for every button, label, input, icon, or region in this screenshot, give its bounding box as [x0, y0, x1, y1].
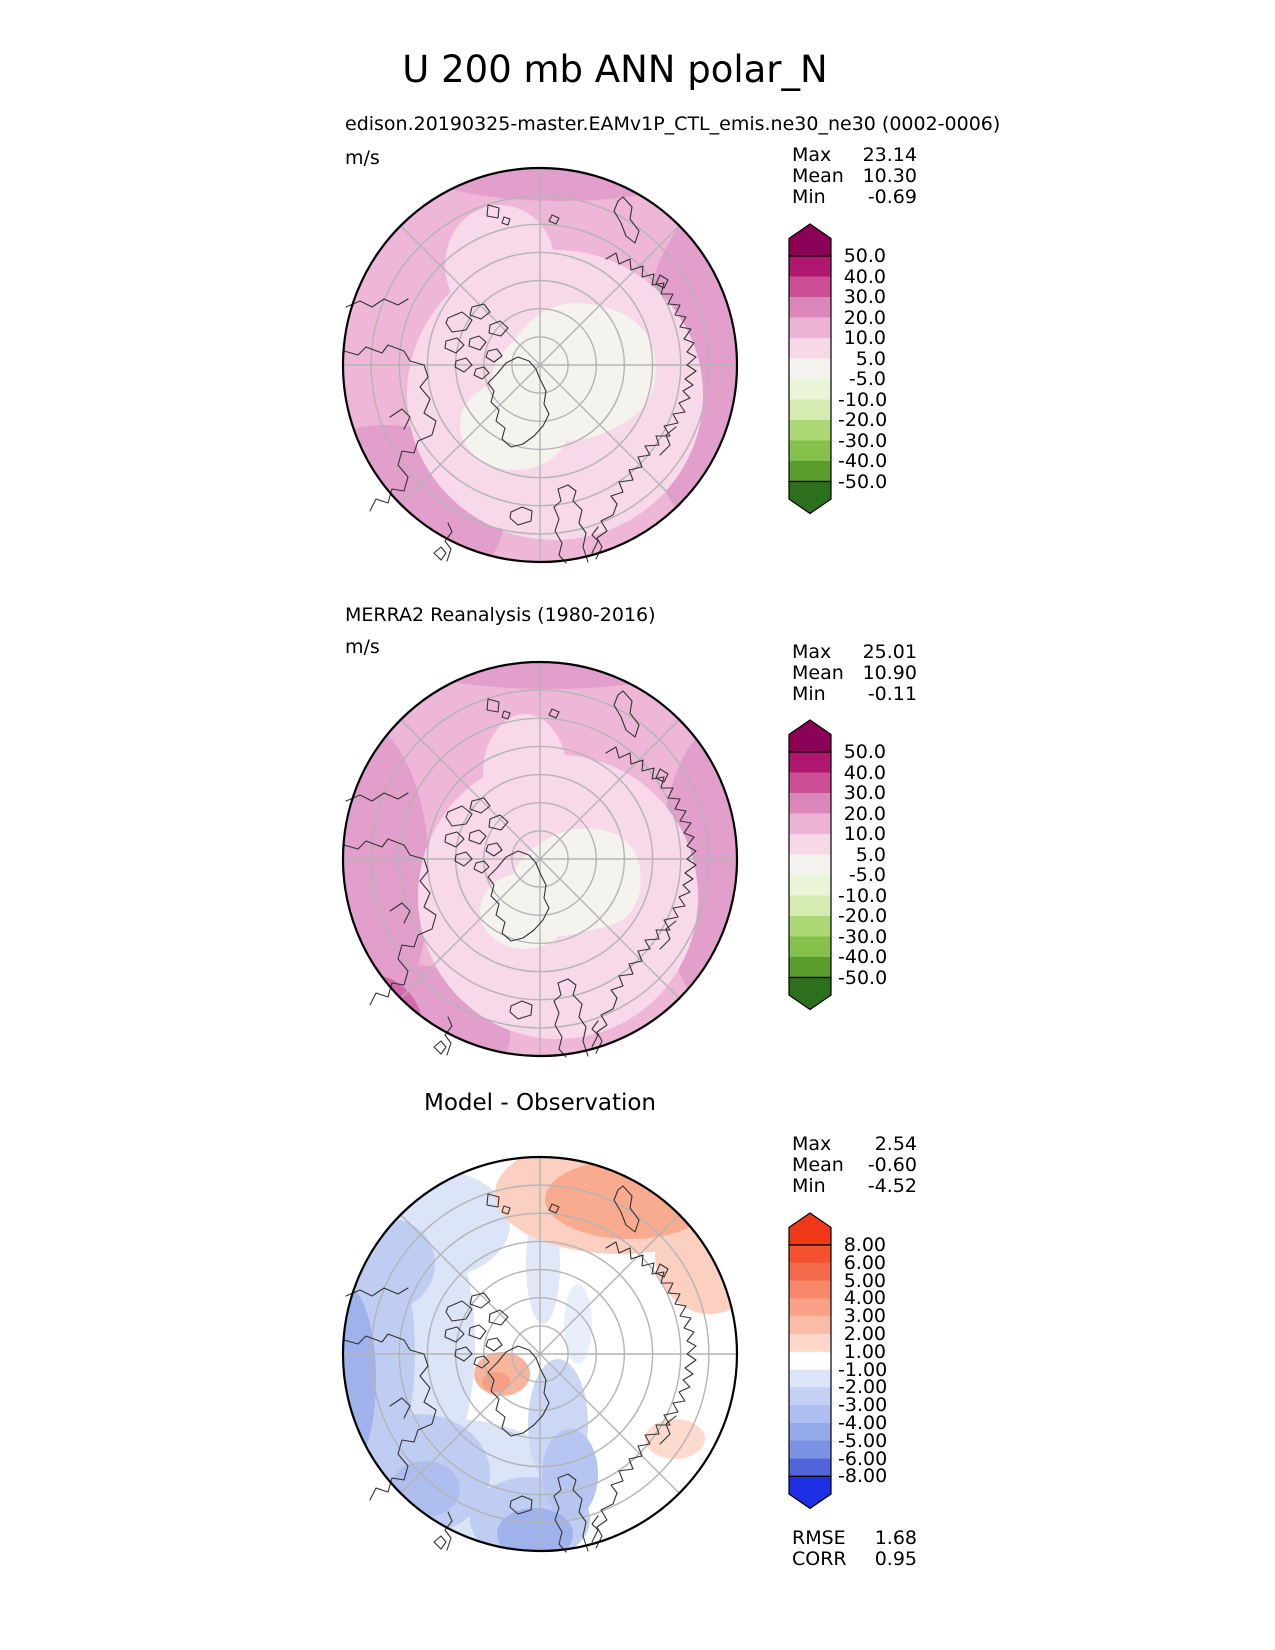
colorbar-tick: 20.0: [843, 307, 886, 329]
colorbar-segment: [789, 875, 831, 896]
colorbar-segment: [789, 297, 831, 318]
polar-map-difference: [330, 1144, 750, 1564]
colorbar-tick: -20.0: [838, 409, 888, 431]
colorbar-segment: [789, 256, 831, 277]
colorbar-extend-down: [789, 978, 831, 1010]
stat-value: -0.69: [867, 186, 917, 208]
panel-model-subtitle: edison.20190325-master.EAMv1P_CTL_emis.ne30_ne30 (0002-0006): [345, 113, 1001, 135]
colorbar-segment: [789, 937, 831, 958]
colorbar-extend-down: [789, 482, 831, 514]
stat-row: [792, 166, 917, 187]
stat-value: 0.95: [874, 1548, 917, 1570]
colorbar-segment: [789, 855, 831, 876]
stat-value: 25.01: [862, 641, 917, 663]
colorbar-segment: [789, 916, 831, 937]
colorbar-graphic: [788, 719, 832, 1011]
polar-map-model-svg: [330, 155, 750, 575]
stat-row: [792, 684, 917, 705]
stat-row: [792, 1176, 917, 1197]
colorbar-tick: -40.0: [838, 946, 888, 968]
colorbar-segment: [789, 277, 831, 298]
colorbar-tick: 30.0: [843, 782, 886, 804]
panel-diff-title: Model - Observation: [423, 1090, 657, 1116]
colorbar-segment: [789, 834, 831, 855]
stat-label: Max: [792, 1133, 832, 1155]
colorbar-segment: [789, 1405, 831, 1423]
colorbar-tick: 20.0: [843, 803, 886, 825]
colorbar-segment: [789, 441, 831, 462]
colorbar-segment: [789, 420, 831, 441]
colorbar-segment: [789, 461, 831, 482]
colorbar-extend-down: [789, 1476, 831, 1508]
panel-diff-metrics: [792, 1528, 917, 1570]
colorbar-extend-up: [789, 720, 831, 752]
observation-colorbar: [788, 719, 948, 1011]
colorbar-graphic: [788, 1212, 832, 1509]
polar-map-observation: [330, 649, 750, 1069]
colorbar-segment: [789, 1316, 831, 1334]
stat-label: CORR: [792, 1548, 847, 1570]
colorbar-segment: [789, 400, 831, 421]
colorbar-tick: -40.0: [838, 450, 888, 472]
colorbar-segment: [789, 957, 831, 978]
stat-label: Mean: [792, 1154, 844, 1176]
colorbar-tick: -50.0: [838, 967, 888, 989]
panel-model-units: m/s: [345, 147, 380, 169]
colorbar-segment: [789, 338, 831, 359]
colorbar-segment: [789, 1245, 831, 1263]
stat-value: 10.90: [862, 662, 917, 684]
stat-value: 1.68: [874, 1527, 917, 1549]
polar-map-observation-svg: [330, 649, 750, 1069]
stat-label: RMSE: [792, 1527, 846, 1549]
colorbar-tick: 5.0: [855, 844, 886, 866]
colorbar-tick: -3.00: [838, 1394, 888, 1416]
stat-value: -4.52: [867, 1175, 917, 1197]
stat-label: Max: [792, 641, 832, 663]
colorbar-tick: 4.00: [843, 1287, 886, 1309]
colorbar-tick: -50.0: [838, 471, 888, 493]
colorbar-tick: -5.00: [838, 1430, 888, 1452]
polar-map-model: [330, 155, 750, 575]
colorbar-segment: [789, 1459, 831, 1477]
colorbar-extend-up: [789, 224, 831, 256]
colorbar-tick: 2.00: [843, 1323, 886, 1345]
colorbar-segment: [789, 359, 831, 380]
colorbar-tick: 10.0: [843, 327, 886, 349]
colorbar-tick: 6.00: [843, 1252, 886, 1274]
colorbar-segment: [789, 1298, 831, 1316]
colorbar-tick: 5.00: [843, 1270, 886, 1292]
stat-label: Min: [792, 186, 826, 208]
colorbar-tick: -10.0: [838, 885, 888, 907]
stat-value: 10.30: [862, 165, 917, 187]
colorbar-tick: -20.0: [838, 905, 888, 927]
colorbar-segment: [789, 793, 831, 814]
colorbar-tick: -2.00: [838, 1376, 888, 1398]
stat-row: [792, 145, 917, 166]
colorbar-tick: 40.0: [843, 266, 886, 288]
colorbar-segment: [789, 379, 831, 400]
stat-value: 2.54: [874, 1133, 917, 1155]
colorbar-tick: 30.0: [843, 286, 886, 308]
stat-row: [792, 642, 917, 663]
colorbar-segment: [789, 1387, 831, 1405]
stat-row: [792, 1155, 917, 1176]
colorbar-tick: -8.00: [838, 1465, 888, 1487]
colorbar-tick: -10.0: [838, 389, 888, 411]
panel-obs-units: m/s: [345, 636, 380, 658]
colorbar-tick: -6.00: [838, 1448, 888, 1470]
stat-label: Max: [792, 144, 832, 166]
colorbar-tick: -30.0: [838, 430, 888, 452]
stat-row: [792, 1528, 917, 1549]
panel-obs-subtitle: MERRA2 Reanalysis (1980-2016): [345, 604, 656, 626]
colorbar-extend-up: [789, 1213, 831, 1245]
difference-colorbar: [788, 1212, 948, 1509]
colorbar-segment: [789, 318, 831, 339]
colorbar-segment: [789, 1334, 831, 1352]
colorbar-tick: 1.00: [843, 1341, 886, 1363]
colorbar-graphic: [788, 223, 832, 515]
stat-label: Min: [792, 683, 826, 705]
colorbar-tick: 40.0: [843, 762, 886, 784]
stat-value: -0.60: [867, 1154, 917, 1176]
colorbar-segment: [789, 1441, 831, 1459]
colorbar-segment: [789, 1263, 831, 1281]
stat-label: Min: [792, 1175, 826, 1197]
colorbar-tick: 3.00: [843, 1305, 886, 1327]
figure-title: U 200 mb ANN polar_N: [402, 48, 828, 91]
polar-map-difference-svg: [330, 1144, 750, 1564]
stat-row: [792, 1134, 917, 1155]
colorbar-segment: [789, 896, 831, 917]
colorbar-tick: -1.00: [838, 1359, 888, 1381]
colorbar-segment: [789, 1352, 831, 1370]
colorbar-tick: -5.0: [848, 864, 886, 886]
colorbar-tick: 50.0: [843, 245, 886, 267]
stat-row: [792, 1549, 917, 1570]
colorbar-segment: [789, 1423, 831, 1441]
colorbar-segment: [789, 1281, 831, 1299]
colorbar-segment: [789, 1370, 831, 1388]
colorbar-segment: [789, 752, 831, 773]
colorbar-tick: 5.0: [855, 348, 886, 370]
colorbar-tick: 50.0: [843, 741, 886, 763]
panel-model-stats: [792, 145, 917, 208]
stat-row: [792, 663, 917, 684]
colorbar-tick: 8.00: [843, 1234, 886, 1256]
stat-label: Mean: [792, 165, 844, 187]
colorbar-tick: -5.0: [848, 368, 886, 390]
model-colorbar: [788, 223, 948, 515]
colorbar-tick: 10.0: [843, 823, 886, 845]
colorbar-tick: -4.00: [838, 1412, 888, 1434]
colorbar-segment: [789, 773, 831, 794]
stat-row: [792, 187, 917, 208]
panel-obs-stats: [792, 642, 917, 705]
stat-label: Mean: [792, 662, 844, 684]
colorbar-tick: -30.0: [838, 926, 888, 948]
panel-diff-stats: [792, 1134, 917, 1197]
stat-value: -0.11: [867, 683, 917, 705]
colorbar-segment: [789, 814, 831, 835]
stat-value: 23.14: [862, 144, 917, 166]
